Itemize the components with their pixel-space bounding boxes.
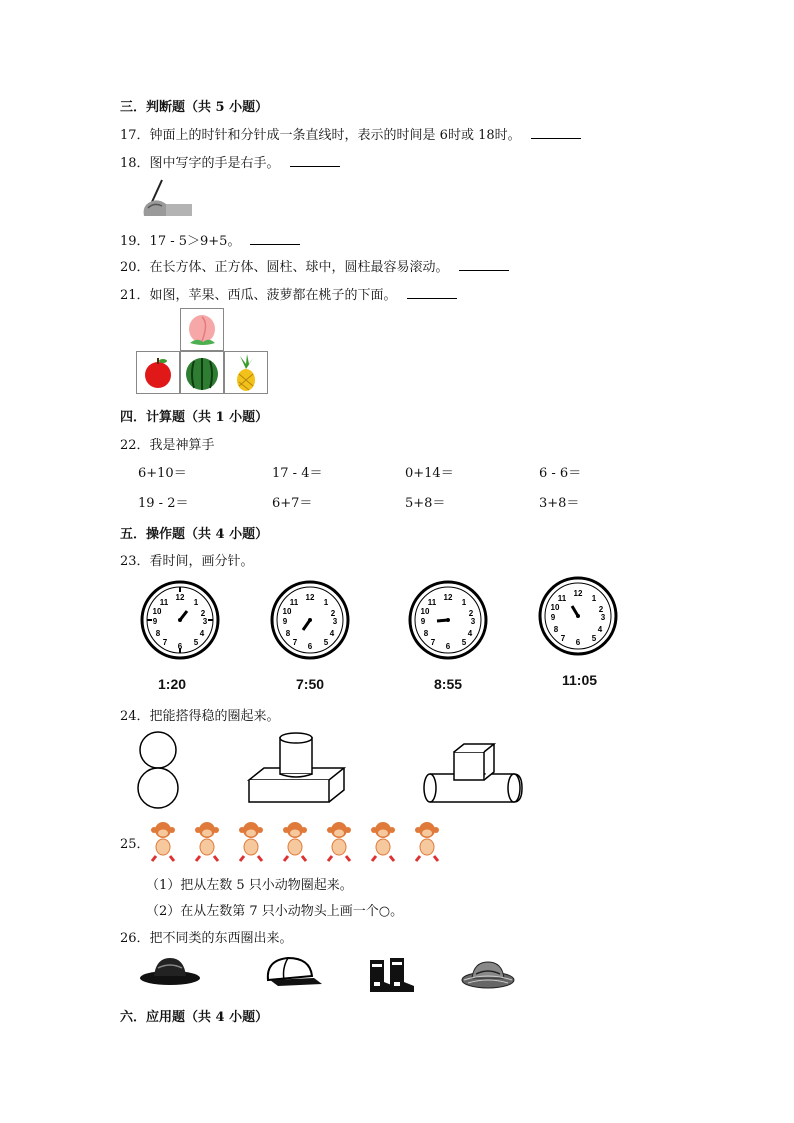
svg-text:8: 8 — [423, 629, 429, 638]
monkey-icon-6[interactable] — [366, 820, 400, 862]
svg-text:7: 7 — [430, 638, 436, 647]
svg-text:6: 6 — [307, 642, 313, 651]
grid-cell-watermelon — [180, 351, 224, 394]
monkeys-row — [146, 820, 446, 864]
svg-text:4: 4 — [329, 629, 335, 638]
svg-text:6: 6 — [177, 642, 183, 651]
answer-blank-21[interactable] — [407, 288, 457, 299]
answer-blank-18[interactable] — [290, 156, 340, 167]
question-26: 26．把不同类的东西圈出来。 — [120, 931, 293, 946]
svg-text:7: 7 — [292, 638, 298, 647]
cylinder-on-box-option[interactable] — [249, 733, 344, 802]
svg-text:6: 6 — [445, 642, 451, 651]
watermelon-icon — [181, 352, 223, 393]
section-5-title: 五．操作题（共 4 小题） — [120, 527, 269, 542]
question-24: 24．把能搭得稳的圈起来。 — [120, 709, 280, 724]
question-21-text: 21．如图，苹果、西瓜、菠萝都在桃子的下面。 — [120, 288, 397, 303]
question-17-text: 17．钟面上的时针和分针成一条直线时，表示的时间是 6时或 18时。 — [120, 128, 521, 143]
svg-text:11: 11 — [289, 598, 299, 607]
svg-text:5: 5 — [193, 638, 199, 647]
svg-text:2: 2 — [200, 609, 206, 618]
stacking-shapes-image — [134, 730, 534, 810]
svg-text:2: 2 — [598, 605, 604, 614]
clock-4-label: 11:05 — [562, 672, 598, 688]
clocks-panel — [136, 576, 624, 694]
clothing-items-image — [138, 952, 518, 996]
svg-text:6: 6 — [575, 638, 581, 647]
two-spheres-option[interactable] — [138, 732, 178, 808]
calc-2-4: 3+8＝ — [539, 496, 580, 511]
clock-3-face — [408, 580, 488, 660]
svg-text:10: 10 — [420, 607, 430, 616]
svg-text:9: 9 — [282, 617, 288, 626]
grid-cell-apple — [136, 351, 180, 394]
cap-icon[interactable] — [268, 958, 322, 986]
svg-text:1: 1 — [193, 598, 199, 607]
clock-3-label: 8:55 — [434, 676, 463, 692]
question-21 — [120, 284, 457, 303]
writing-hand-image — [136, 176, 194, 220]
question-25: 25． — [120, 837, 150, 852]
svg-text:2: 2 — [330, 609, 336, 618]
svg-text:4: 4 — [199, 629, 205, 638]
svg-text:4: 4 — [467, 629, 473, 638]
pineapple-icon — [225, 352, 267, 393]
svg-text:8: 8 — [155, 629, 161, 638]
apple-icon — [137, 352, 179, 393]
calc-1-4: 6 - 6＝ — [539, 466, 582, 481]
svg-text:11: 11 — [159, 598, 169, 607]
clock-1-face — [140, 580, 220, 660]
calc-2-3: 5+8＝ — [405, 496, 446, 511]
svg-text:12: 12 — [443, 593, 453, 602]
clock-2-label: 7:50 — [296, 676, 325, 692]
svg-text:1: 1 — [591, 594, 597, 603]
svg-text:8: 8 — [285, 629, 291, 638]
question-25-part-2: （2）在从左数第 7 只小动物头上画一个○。 — [146, 904, 404, 919]
svg-text:12: 12 — [305, 593, 315, 602]
svg-text:10: 10 — [152, 607, 162, 616]
svg-text:8: 8 — [553, 625, 559, 634]
svg-text:5: 5 — [323, 638, 329, 647]
svg-text:5: 5 — [461, 638, 467, 647]
svg-text:12: 12 — [175, 593, 185, 602]
svg-text:7: 7 — [162, 638, 168, 647]
question-25-part-1: （1）把从左数 5 只小动物圈起来。 — [146, 878, 353, 893]
svg-text:3: 3 — [332, 617, 338, 626]
monkey-icon-5[interactable] — [322, 820, 356, 862]
cube-on-cylinder-option[interactable] — [424, 744, 522, 802]
svg-text:3: 3 — [202, 617, 208, 626]
clock-4-face — [538, 576, 618, 656]
question-18 — [120, 152, 340, 171]
question-18-text: 18．图中写字的手是右手。 — [120, 156, 280, 171]
grid-cell-pineapple — [224, 351, 268, 394]
question-20-text: 20．在长方体、正方体、圆柱、球中，圆柱最容易滚动。 — [120, 260, 449, 275]
question-19-text: 19．17 - 5＞9+5。 — [120, 234, 241, 249]
calc-1-1: 6+10＝ — [138, 466, 187, 481]
calc-2-2: 6+7＝ — [272, 496, 313, 511]
section-3-title: 三．判断题（共 5 小题） — [120, 100, 269, 115]
calc-1-2: 17 - 4＝ — [272, 466, 323, 481]
svg-text:10: 10 — [282, 607, 292, 616]
question-23: 23．看时间，画分针。 — [120, 554, 254, 569]
monkey-icon-4[interactable] — [278, 820, 312, 862]
question-22: 22．我是神算手 — [120, 438, 215, 453]
svg-text:1: 1 — [323, 598, 329, 607]
sun-hat-icon[interactable] — [462, 962, 514, 988]
socks-icon[interactable] — [370, 958, 414, 992]
grid-cell-peach — [180, 308, 224, 351]
section-6-title: 六．应用题（共 4 小题） — [120, 1010, 269, 1025]
question-19 — [120, 230, 300, 249]
svg-text:9: 9 — [152, 617, 158, 626]
answer-blank-20[interactable] — [459, 260, 509, 271]
calc-2-1: 19 - 2＝ — [138, 496, 189, 511]
svg-text:9: 9 — [550, 613, 556, 622]
svg-text:12: 12 — [573, 589, 583, 598]
answer-blank-17[interactable] — [531, 128, 581, 139]
svg-text:3: 3 — [470, 617, 476, 626]
question-17 — [120, 124, 581, 143]
svg-text:3: 3 — [600, 613, 606, 622]
fruit-grid — [136, 308, 268, 394]
monkey-icon-7[interactable] — [410, 820, 444, 862]
clock-2-face — [270, 580, 350, 660]
question-20 — [120, 256, 509, 275]
svg-text:11: 11 — [427, 598, 437, 607]
svg-text:7: 7 — [560, 634, 566, 643]
section-4-title: 四．计算题（共 1 小题） — [120, 410, 269, 425]
monkey-icon-3[interactable] — [234, 820, 268, 862]
svg-text:11: 11 — [557, 594, 567, 603]
svg-text:4: 4 — [597, 625, 603, 634]
answer-blank-19[interactable] — [250, 234, 300, 245]
svg-text:5: 5 — [591, 634, 597, 643]
monkey-icon-2[interactable] — [190, 820, 224, 862]
monkey-icon-1[interactable] — [146, 820, 180, 862]
svg-text:2: 2 — [468, 609, 474, 618]
black-hat-icon[interactable] — [140, 958, 200, 985]
svg-text:10: 10 — [550, 603, 560, 612]
svg-text:1: 1 — [461, 598, 467, 607]
calc-1-3: 0+14＝ — [405, 466, 454, 481]
clock-1-label: 1:20 — [158, 676, 187, 692]
peach-icon — [181, 309, 223, 350]
svg-text:9: 9 — [420, 617, 426, 626]
